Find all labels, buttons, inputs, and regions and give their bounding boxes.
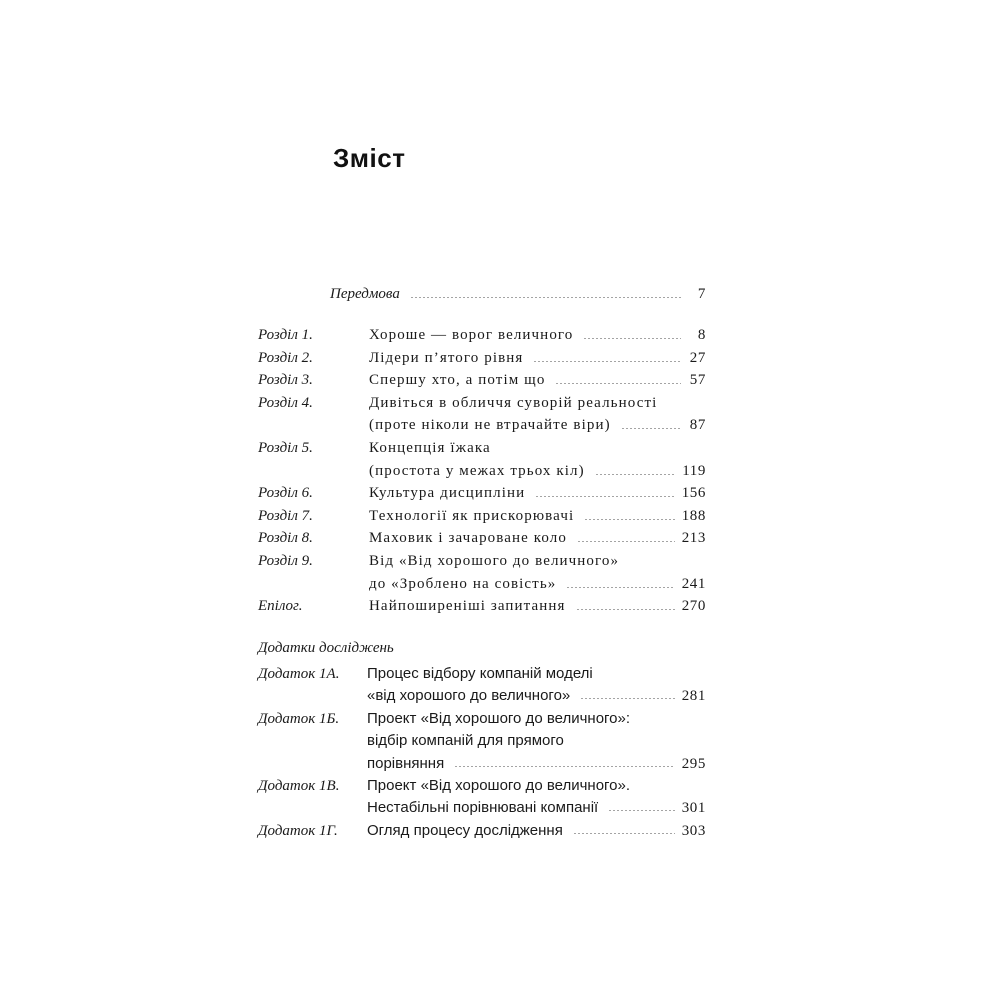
dot-leader xyxy=(576,609,675,610)
page-number: 119 xyxy=(682,462,706,479)
appendice-title-text: Проект «Від хорошого до величного». xyxy=(367,777,631,794)
dot-leader xyxy=(583,338,681,339)
chapter-label: Епілог. xyxy=(258,598,303,615)
dot-leader xyxy=(573,833,675,834)
appendice-entry-line xyxy=(258,752,706,775)
appendice-entry-line xyxy=(258,707,706,730)
appendice-title-text: відбір компаній для прямого xyxy=(367,732,564,750)
chapter-title-text: Лідери п’ятого рівня xyxy=(369,349,524,366)
appendice-entry-line xyxy=(258,819,706,842)
appendice-entry-line xyxy=(258,796,706,819)
chapter-entry-line xyxy=(258,527,706,550)
appendice-label: Додаток 1Г. xyxy=(258,822,338,839)
dot-leader xyxy=(608,810,674,811)
chapter-label: Розділ 6. xyxy=(258,485,313,502)
chapter-entry-line xyxy=(258,414,706,437)
page-number: 87 xyxy=(689,417,706,434)
appendice-entry-line xyxy=(258,774,706,797)
page-number: 8 xyxy=(697,327,706,343)
dot-leader xyxy=(533,361,681,362)
appendice-title-text: Огляд процесу дослідження xyxy=(367,821,563,839)
chapter-title-text: Найпоширеніші запитання xyxy=(369,598,566,615)
foreword-label: Передмова xyxy=(330,286,400,302)
appendix-heading: Додатки досліджень xyxy=(258,640,394,656)
appendice-title-text: «від хорошого до величного» xyxy=(367,687,571,705)
page-title: Зміст xyxy=(333,143,406,173)
toc-entry-foreword xyxy=(258,283,706,306)
page-number: 295 xyxy=(681,755,706,772)
page-number: 303 xyxy=(681,822,706,839)
dot-leader xyxy=(595,474,676,475)
chapter-label: Розділ 5. xyxy=(258,440,313,456)
chapter-entry-line xyxy=(258,392,706,415)
chapter-title-text: Культура дисципліни xyxy=(369,485,526,502)
chapter-label: Розділ 8. xyxy=(258,530,313,547)
chapter-label: Розділ 2. xyxy=(258,349,313,366)
chapter-entry-line xyxy=(258,573,706,596)
appendice-entry-line xyxy=(258,662,706,685)
chapter-title-text: (простота у межах трьох кіл) xyxy=(369,462,585,479)
appendice-entry-line xyxy=(258,684,706,707)
page-number: 57 xyxy=(689,372,706,389)
chapter-entry-line xyxy=(258,550,706,573)
chapter-entry-line xyxy=(258,347,706,370)
chapter-title-text: Хороше — ворог величного xyxy=(369,327,574,343)
dot-leader xyxy=(566,587,674,588)
page-number: 213 xyxy=(681,530,706,547)
chapter-title-text: Маховик і зачароване коло xyxy=(369,530,567,547)
dot-leader xyxy=(580,698,674,699)
appendice-title-text: Нестабільні порівнювані компанії xyxy=(367,799,599,817)
chapter-title-text: Технології як прискорювачі xyxy=(369,507,575,524)
dot-leader xyxy=(555,383,681,384)
chapter-title-text: Спершу хто, а потім що xyxy=(369,372,546,389)
appendice-entry-line xyxy=(258,729,706,752)
dot-leader xyxy=(621,428,681,429)
appendice-title-text: Проект «Від хорошого до величного»: xyxy=(367,709,631,727)
chapter-entry-line xyxy=(258,369,706,392)
page-number: 188 xyxy=(681,507,706,524)
chapter-entry-line xyxy=(258,595,706,618)
page-number: 27 xyxy=(689,349,706,366)
chapter-entry-line xyxy=(258,460,706,483)
chapter-title-text: Від «Від хорошого до величного» xyxy=(369,553,620,569)
page-number: 270 xyxy=(681,598,706,615)
page-number: 241 xyxy=(681,575,706,592)
chapter-title-text: (проте ніколи не втрачайте віри) xyxy=(369,417,611,434)
page-number: 156 xyxy=(681,485,706,502)
chapter-label: Розділ 1. xyxy=(258,327,313,343)
dot-leader xyxy=(535,496,674,497)
dot-leader xyxy=(454,766,674,767)
chapter-label: Розділ 3. xyxy=(258,372,313,389)
page-number: 281 xyxy=(681,688,706,705)
appendice-label: Додаток 1В. xyxy=(258,778,340,794)
chapter-entry-line xyxy=(258,505,706,528)
chapter-title-text: до «Зроблено на совість» xyxy=(369,575,557,592)
chapter-label: Розділ 4. xyxy=(258,394,313,411)
chapter-label: Розділ 7. xyxy=(258,507,313,524)
chapter-title-text: Концепція їжака xyxy=(369,440,491,456)
appendice-title-text: порівняння xyxy=(367,754,445,772)
appendice-title-text: Процес відбору компаній моделі xyxy=(367,665,593,682)
chapter-entry-line xyxy=(258,482,706,505)
chapter-entry-line xyxy=(258,437,706,460)
page-number: 301 xyxy=(681,800,706,817)
chapter-entry-line xyxy=(258,324,706,347)
chapter-title-text: Дивіться в обличчя суворій реальності xyxy=(369,394,658,411)
chapter-label: Розділ 9. xyxy=(258,553,313,569)
appendice-label: Додаток 1А. xyxy=(258,666,340,682)
dot-leader xyxy=(410,297,681,298)
dot-leader xyxy=(584,519,674,520)
dot-leader xyxy=(577,541,675,542)
appendice-label: Додаток 1Б. xyxy=(258,710,340,727)
page-number: 7 xyxy=(697,286,706,302)
